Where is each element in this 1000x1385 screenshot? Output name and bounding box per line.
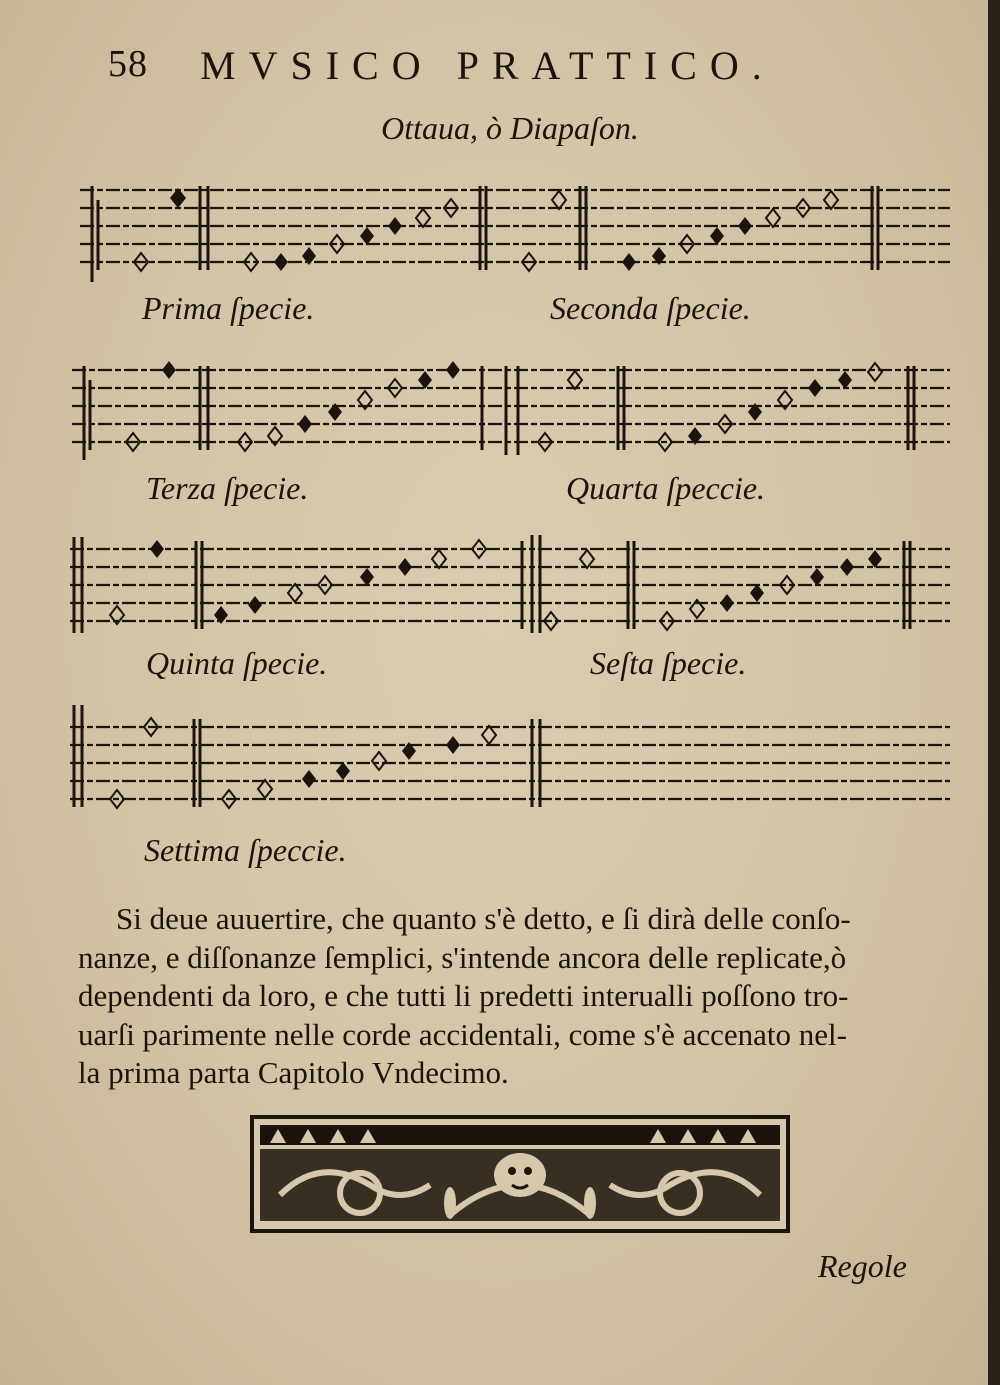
species-label-quarta: Quarta ſpeccie. [566,470,766,506]
species-label-sesta: Seſta ſpecie. [590,645,747,681]
music-staff-row-1 [62,180,950,290]
page-number: 58 [108,43,148,85]
species-label-quinta: Quinta ſpecie. [146,645,328,681]
species-label-settima: Settima ſpeccie. [144,832,347,868]
section-title: Ottaua, ò Diapaſon. [381,110,639,146]
species-label-prima: Prima ſpecie. [142,290,315,326]
body-paragraph [78,900,958,1093]
page-header [108,42,868,102]
paragraph-line-4: uarſi parimente nelle corde accidentali, come s'è accenato nel- [78,1016,847,1052]
species-label-terza: Terza ſpecie. [146,470,309,506]
staff-row-1 [62,180,950,326]
species-label-seconda: Seconda ſpecie. [550,290,751,326]
music-staff-row-3 [62,535,950,645]
music-staff-row-2 [62,360,950,470]
paragraph-line-1: Si deue auuertire, che quanto s'è detto, e ſi dirà delle conſo- [116,901,851,936]
running-title: MVSICO PRATTICO. [200,43,775,88]
staff-row-2 [62,360,950,506]
music-staff-row-4 [62,705,950,815]
staff-row-4 [62,705,950,868]
paragraph-line-3: dependenti da loro, e che tutti li predetti interualli poſſono tro- [78,978,849,1013]
binding-gutter [988,0,1000,1385]
woodcut-headpiece-ornament-icon [250,1115,790,1240]
paragraph-line-2: nanze, e diſſonanze ſemplici, s'intende ancora delle replicate,ò [78,939,847,975]
staff-row-3 [62,535,950,681]
paragraph-line-5: la prima parta Capitolo Vndecimo. [78,1055,509,1090]
catchword: Regole [818,1248,907,1284]
